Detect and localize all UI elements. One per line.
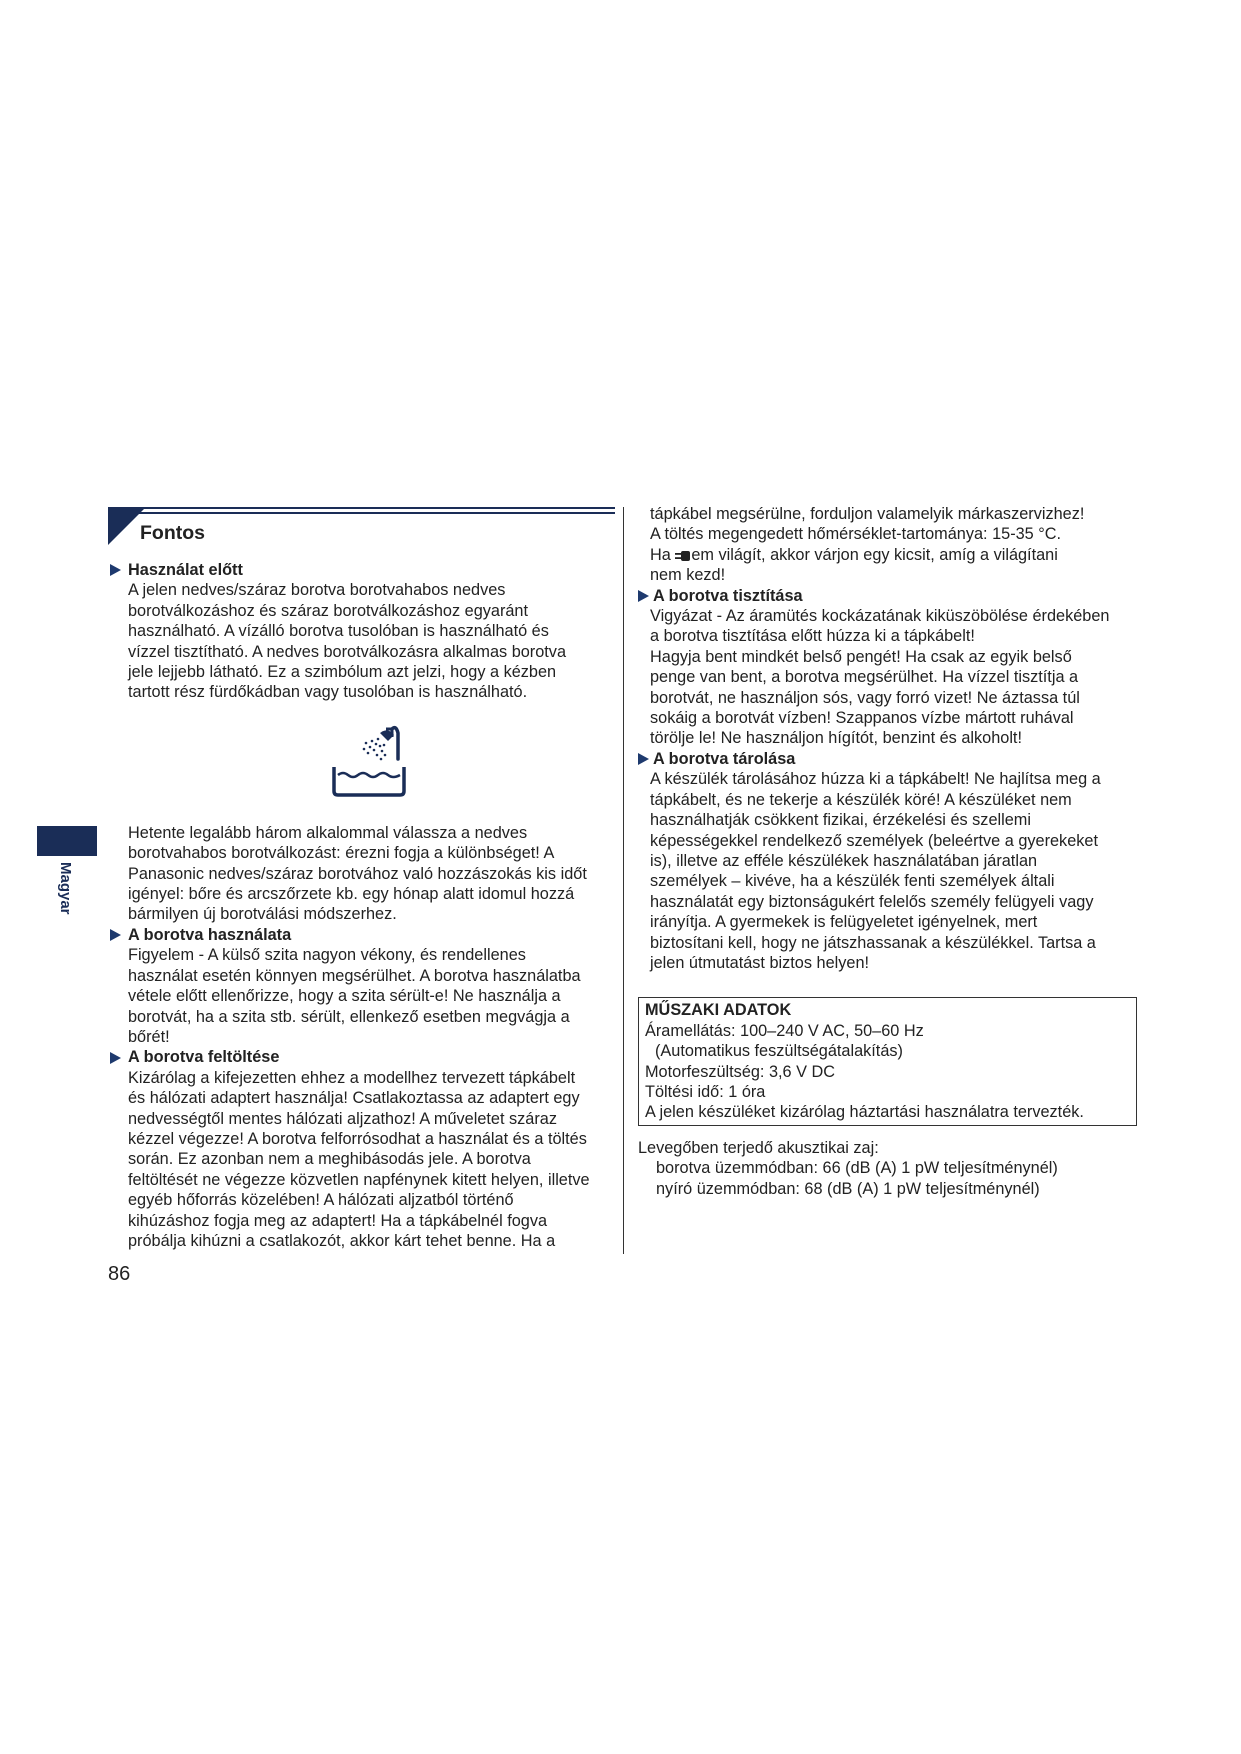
header-rule (110, 507, 615, 509)
paragraph: A jelen nedves/száraz borotva borotvahabos nedves borotválkozáshoz és száraz borotválkozáshoz egyaránt használható. A vízálló borotva tusolóban is használható és vízzel tisztítható. A nedves borotválkozásra alkalmas borotva jele lejjebb látható. Ez a szimbólum azt jelzi, hogy a kézben tartott rész fürdőkádban vagy tusolóban is használható. (128, 581, 567, 702)
spec-charge: Töltési idő: 1 óra (645, 1082, 766, 1101)
paragraph: Vigyázat - Az áramütés kockázatának kiküszöbölése érdekében a borotva tisztítása előtt húzza ki a tápkábelt! Hagyja bent mindkét belső pengét! Ha csak az egyik belső penge van bent, a borotva megsérülhet. Ha vízzel tisztítja a borotvát, ne használjon sós, vagy forró vizet! Ne áztassa túl sokáig a borotvát vízben! Szappanos vízbe mártott ruhával törölje le! Ne használjon hígítót, benzint és alkoholt! (650, 607, 1110, 748)
triangle-arrow-icon (638, 753, 649, 765)
wet-shave-symbol (110, 723, 615, 803)
specs-box (638, 997, 1137, 1125)
noise-trimmer: nyíró üzemmódban: 68 (dB (A) 1 pW teljesítménynél) (656, 1179, 1040, 1198)
triangle-arrow-icon (110, 1052, 121, 1064)
subsection-title: Használat előtt (110, 560, 615, 580)
column-divider (623, 507, 624, 1254)
paragraph: Figyelem - A külső szita nagyon vékony, és rendellenes használat esetén könnyen megsérülhet. A borotva használatba vétele előtt ellenőrizze, hogy a szita sérült-e! Ne használja a borotvát, ha a szita stb. sérült, ellenkező esetben megvágja a bőrét! (128, 946, 581, 1046)
paragraph: Hetente legalább három alkalommal válassza a nedves borotvahabos borotválkozást: érezni fogja a különbséget! A Panasonic nedves/száraz borotvához való hozzászokás kis időt igényel: bőre és arcszőrzete kb. egy hónap alatt idomul hozzá bármilyen új borotválási módszerhez. (128, 823, 587, 924)
section-borotva-feltoltese (110, 1047, 615, 1251)
section-borotva-tisztitasa (638, 586, 1138, 749)
paragraph-continued: tápkábel megsérülne, forduljon valamelyik márkaszervizhez! A töltés megengedett hőmérséklet-tartománya: 15-35 °C. Ha em világít, akkor várjon egy kicsit, amíg a világítani nem kezd! (650, 505, 1085, 585)
spec-power: Áramellátás: 100–240 V AC, 50–60 Hz (645, 1021, 924, 1040)
left-column (110, 504, 615, 1251)
section-hasznalat-elott (110, 560, 615, 925)
paragraph: A készülék tárolásához húzza ki a tápkábelt! Ne hajlítsa meg a tápkábelt, és ne tekerje a készülék köré! A készüléket nem használhatják csökkent fizikai, érzékelési és szellemi képességekkel rendelkező személyek (beleértve a gyerekeket is), illetve az efféle készülékek használatában járatlan személyek – kivéve, ha a készülék fenti személyek általi használatát egy biztonságukért felelős személy felügyeli vagy irányítja. A gyermekek is felügyeletet igényelnek, mert biztosítani kell, hogy ne játszhassanak a készülékkel. Tartsa a jelen útmutatást biztos helyen! (650, 770, 1101, 972)
right-column (638, 504, 1138, 1199)
spec-motor: Motorfeszültség: 3,6 V DC (645, 1062, 836, 1081)
triangle-arrow-icon (110, 564, 121, 576)
section-borotva-hasznalata (110, 925, 615, 1047)
spec-power-note: (Automatikus feszültségátalakítás) (655, 1042, 903, 1061)
section-heading: Fontos (140, 522, 205, 544)
spec-household: A jelen készüléket kizárólag háztartási használatra tervezték. (645, 1103, 1084, 1122)
plug-icon (675, 550, 691, 562)
header-rule (132, 512, 615, 514)
section-borotva-tarolasa (638, 749, 1138, 973)
fontos-header (110, 504, 615, 550)
paragraph: Kizárólag a kifejezetten ehhez a modellhez tervezett tápkábelt és hálózati adaptert használja! Csatlakoztassa az adaptert egy nedvességtől mentes hálózati aljzathoz! A műveletet száraz kézzel végezze! A borotva felforrósodhat a használat és a töltés során. Ez azonban nem a meghibásodás jele. A borotva feltöltését ne végezze közvetlen napfénynek kitett helyen, illetve egyéb hőforrás közelében! A hálózati aljzatból történő kihúzáshoz fogja meg az adaptert! Ha a tápkábelnél fogva próbálja kihúzni a csatlakozót, akkor kárt tehet benne. Ha a (128, 1068, 590, 1250)
shower-bathtub-icon (324, 723, 414, 803)
noise-shaver: borotva üzemmódban: 66 (dB (A) 1 pW teljesítménynél) (656, 1159, 1058, 1178)
subsection-title: A borotva tárolása (638, 749, 1138, 769)
subsection-title: A borotva feltöltése (110, 1047, 615, 1067)
page-number: 86 (108, 1263, 131, 1285)
subsection-title: A borotva használata (110, 925, 615, 945)
subsection-title: A borotva tisztítása (638, 586, 1138, 606)
language-tab (37, 826, 97, 856)
triangle-arrow-icon (110, 929, 121, 941)
noise-title: Levegőben terjedő akusztikai zaj: (638, 1138, 879, 1157)
language-label: Magyar (57, 862, 74, 915)
triangle-arrow-icon (638, 590, 649, 602)
noise-info (638, 1138, 1138, 1199)
specs-title: MŰSZAKI ADATOK (645, 1001, 792, 1020)
